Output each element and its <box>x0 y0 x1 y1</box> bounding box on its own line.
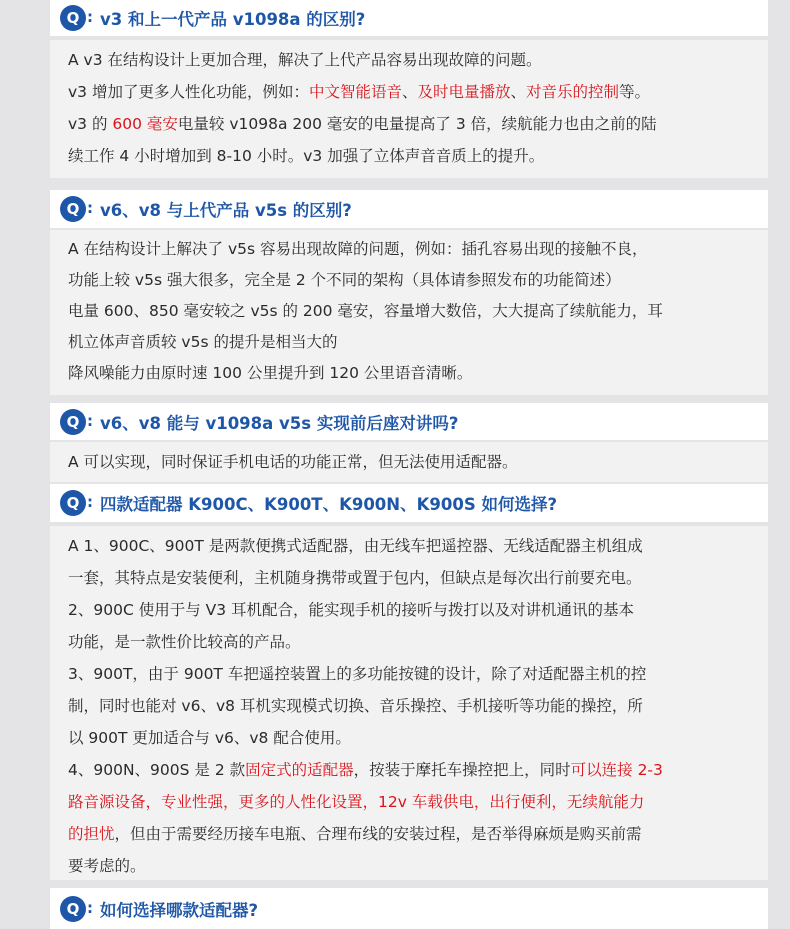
question-badge-icon: Q : <box>60 896 86 922</box>
highlight-text: 对音乐的控制 <box>526 83 620 101</box>
question-badge-icon: Q : <box>60 490 86 516</box>
faq-answer-4 <box>50 526 768 880</box>
answer-line: 机立体声音质较 v5s 的提升是相当大的 <box>68 333 338 351</box>
question-1-text: v3 和上一代产品 v1098a 的区别? <box>100 10 366 29</box>
answer-line: 2、900C 使用于与 V3 耳机配合，能实现手机的接听与拨打以及对讲机通讯的基本 <box>68 601 635 619</box>
answer-line: 制，同时也能对 v6、v8 耳机实现模式切换、音乐操控、手机接听等功能的操控，所 <box>68 697 643 715</box>
answer-line: 以 900T 更加适合与 v6、v8 配合使用。 <box>68 729 351 747</box>
answer-line: v3 增加了更多人性化功能，例如：中文智能语音、及时电量播放、对音乐的控制等。 <box>68 83 651 101</box>
answer-line: 3、900T，由于 900T 车把遥控装置上的多功能按键的设计，除了对适配器主机的控 <box>68 665 647 683</box>
answer-line: v3 的 600 毫安电量较 v1098a 200 毫安的电量提高了 3 倍，续航能力也由之前的陆 <box>68 115 657 133</box>
faq-question-5 <box>50 888 768 929</box>
highlight-text: 600 毫安 <box>112 115 178 133</box>
answer-line: A 可以实现，同时保证手机电话的功能正常，但无法使用适配器。 <box>68 453 518 471</box>
question-2-text: v6、v8 与上代产品 v5s 的区别? <box>100 201 352 220</box>
highlight-text: 的担忧 <box>68 825 115 843</box>
question-3-text: v6、v8 能与 v1098a v5s 实现前后座对讲吗? <box>100 413 459 433</box>
faq-answer-3 <box>50 442 768 482</box>
highlight-text: 固定式的适配器 <box>245 761 354 779</box>
answer-line: A v3 在结构设计上更加合理，解决了上代产品容易出现故障的问题。 <box>68 51 542 69</box>
answer-line: 的担忧，但由于需要经历接车电瓶、合理布线的安装过程，是否举得麻烦是购买前需 <box>68 825 642 843</box>
answer-line: 功能上较 v5s 强大很多，完全是 2 个不同的架构（具体请参照发布的功能简述） <box>68 271 621 289</box>
highlight-text: 路音源设备，专业性强，更多的人性化设置，12v 车载供电，出行便利，无续航能力 <box>68 793 645 811</box>
answer-line: 要考虑的。 <box>68 857 146 875</box>
question-badge-icon: Q : <box>60 409 86 435</box>
answer-line: 4、900N、900S 是 2 款固定式的适配器，按装于摩托车操控把上，同时可以连接 2-3 <box>68 761 663 779</box>
highlight-text: 及时电量播放 <box>417 83 511 101</box>
answer-line: 电量 600、850 毫安较之 v5s 的 200 毫安，容量增大数倍，大大提高了续航能力，耳 <box>68 302 663 320</box>
faq-answer-1 <box>50 40 768 178</box>
faq-answer-2 <box>50 230 768 395</box>
faq-question-2 <box>50 190 768 228</box>
question-badge-icon: Q : <box>60 5 86 31</box>
answer-line: A 在结构设计上解决了 v5s 容易出现故障的问题，例如：插孔容易出现的接触不良， <box>68 240 648 258</box>
faq-question-3 <box>50 403 768 440</box>
answer-line: 续工作 4 小时增加到 8-10 小时。v3 加强了立体声音音质上的提升。 <box>68 147 545 165</box>
highlight-text: 可以连接 2-3 <box>570 761 663 779</box>
answer-line: 一套，其特点是安装便利，主机随身携带或置于包内，但缺点是每次出行前要充电。 <box>68 569 642 587</box>
answer-line: 功能，是一款性价比较高的产品。 <box>68 633 301 651</box>
faq-question-1 <box>50 0 768 36</box>
answer-line <box>68 786 768 818</box>
question-4-text: 四款适配器 K900C、K900T、K900N、K900S 如何选择? <box>100 495 558 514</box>
answer-line: A 1、900C、900T 是两款便携式适配器，由无线车把遥控器、无线适配器主机组成 <box>68 537 643 555</box>
answer-line: 降风噪能力由原时速 100 公里提升到 120 公里语音清晰。 <box>68 364 473 382</box>
faq-question-4 <box>50 484 768 522</box>
faq-column <box>50 0 768 929</box>
question-5-text: 如何选择哪款适配器? <box>100 900 259 920</box>
highlight-text: 中文智能语音 <box>308 83 402 101</box>
question-badge-icon: Q : <box>60 196 86 222</box>
